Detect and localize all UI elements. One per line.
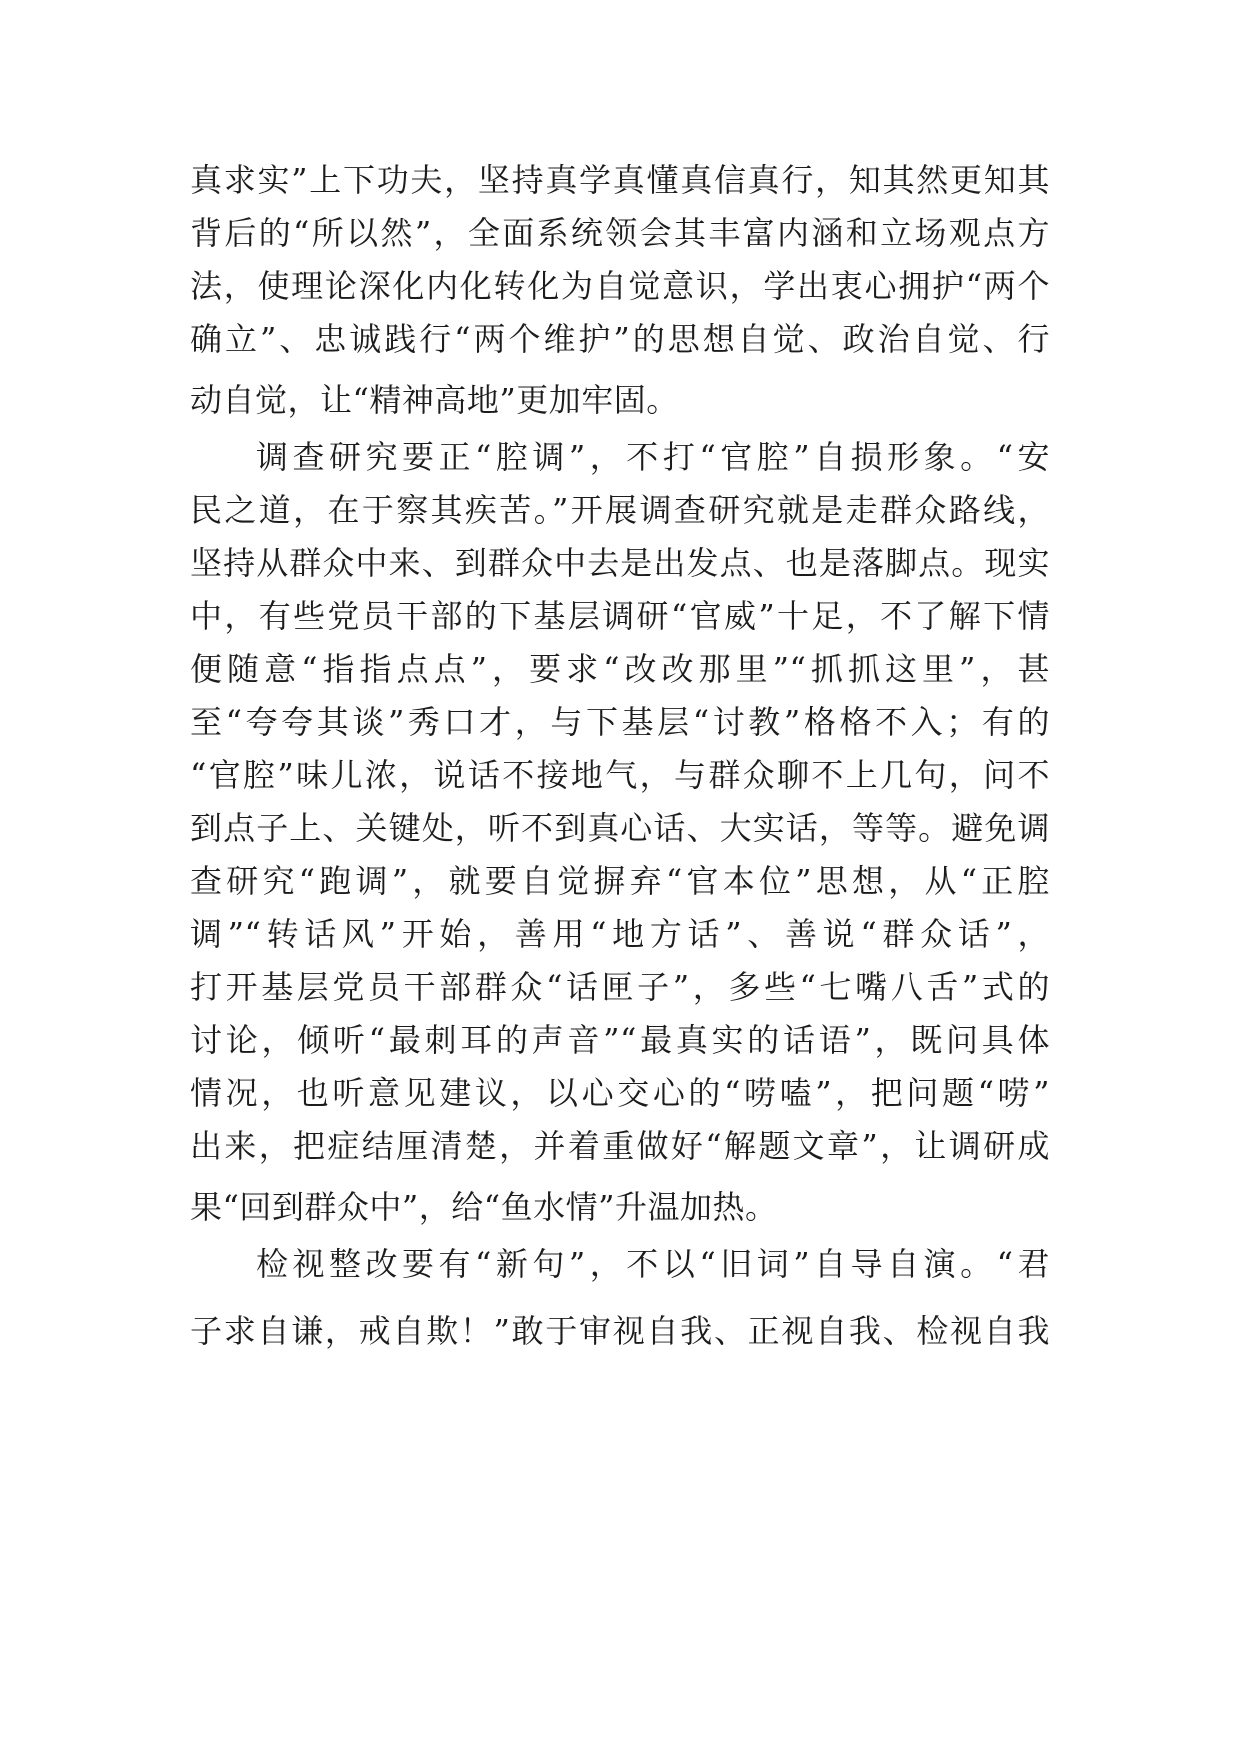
text-line: 动自觉，让“精神高地”更加牢固。 <box>190 381 679 419</box>
text-line: 调”“转话风”开始，善用“地方话”、善说“群众话”， <box>190 915 1050 953</box>
text-line: 民之道，在于察其疾苦。”开展调查研究就是走群众路线， <box>190 491 1050 529</box>
paragraph-first-line: 调查研究要正“腔调”，不打“官腔”自损形象。“安 <box>256 438 1050 476</box>
text-line: 讨论，倾听“最刺耳的声音”“最真实的话语”，既问具体 <box>190 1021 1050 1059</box>
text-line: 情况，也听意见建议，以心交心的“唠嗑”，把问题“唠” <box>190 1074 1050 1112</box>
text-line: 果“回到群众中”，给“鱼水情”升温加热。 <box>190 1188 778 1226</box>
text-line: 坚持从群众中来、到群众中去是出发点、也是落脚点。现实 <box>190 544 1050 582</box>
text-line: 背后的“所以然”，全面系统领会其丰富内涵和立场观点方 <box>190 214 1050 252</box>
text-line: 中，有些党员干部的下基层调研“官威”十足，不了解下情 <box>190 597 1050 635</box>
text-line: 确立”、忠诚践行“两个维护”的思想自觉、政治自觉、行 <box>190 320 1050 358</box>
text-line: 打开基层党员干部群众“话匣子”，多些“七嘴八舌”式的 <box>190 968 1050 1006</box>
text-line: 至“夸夸其谈”秀口才，与下基层“讨教”格格不入；有的 <box>190 703 1050 741</box>
paragraph-first-line: 检视整改要有“新句”，不以“旧词”自导自演。“君 <box>256 1245 1050 1283</box>
text-line: 到点子上、关键处，听不到真心话、大实话，等等。避免调 <box>190 809 1050 847</box>
text-line: 出来，把症结厘清楚，并着重做好“解题文章”，让调研成 <box>190 1127 1050 1165</box>
text-line: “官腔”味儿浓，说话不接地气，与群众聊不上几句，问不 <box>190 756 1050 794</box>
text-line: 查研究“跑调”，就要自觉摒弃“官本位”思想，从“正腔 <box>190 862 1050 900</box>
text-line: 法，使理论深化内化转化为自觉意识，学出衷心拥护“两个 <box>190 267 1050 305</box>
text-line: 子求自谦，戒自欺！”敢于审视自我、正视自我、检视自我 <box>190 1312 1050 1350</box>
text-line: 真求实”上下功夫，坚持真学真懂真信真行，知其然更知其 <box>190 161 1050 199</box>
text-line: 便随意“指指点点”，要求“改改那里”“抓抓这里”，甚 <box>190 650 1050 688</box>
